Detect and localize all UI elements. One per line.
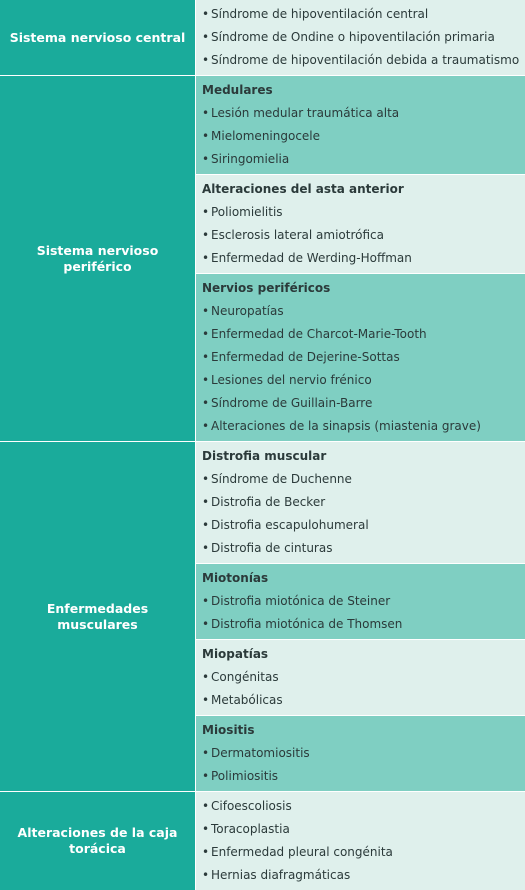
- subgroup-title: Miopatías: [202, 647, 269, 661]
- list-item-text: Enfermedad pleural congénita: [211, 845, 393, 859]
- bullet-icon: •: [202, 693, 210, 707]
- list-item-text: Enfermedad de Dejerine-Sottas: [211, 350, 400, 364]
- bullet-icon: •: [202, 594, 210, 608]
- list-item-text: Esclerosis lateral amiotrófica: [211, 228, 384, 242]
- list-item: [202, 224, 519, 247]
- bullet-icon: •: [202, 350, 210, 364]
- list-item: [202, 613, 519, 636]
- subgroup-title: Distrofia muscular: [202, 449, 327, 463]
- list-item-text: Cifoescoliosis: [211, 799, 292, 813]
- subgroup-block: [196, 274, 525, 441]
- bullet-icon: •: [202, 670, 210, 684]
- list-item-text: Polimiositis: [211, 769, 279, 783]
- subgroup-title: Nervios periféricos: [202, 281, 331, 295]
- list-item-text: Síndrome de hipoventilación central: [211, 7, 429, 21]
- subgroup-block: [196, 716, 525, 791]
- list-item: [202, 491, 519, 514]
- subgroup-block: [196, 175, 525, 274]
- list-item: [202, 392, 519, 415]
- category-label: Sistema nervioso periférico: [0, 76, 196, 441]
- bullet-icon: •: [202, 304, 210, 318]
- bullet-icon: •: [202, 495, 210, 509]
- list-item-text: Dermatomiositis: [211, 746, 310, 760]
- list-item: [202, 49, 519, 72]
- subgroup-block: [196, 564, 525, 640]
- bullet-icon: •: [202, 541, 210, 555]
- list-item-text: Distrofia de Becker: [211, 495, 326, 509]
- list-item: [202, 26, 519, 49]
- list-item: [202, 3, 519, 26]
- list-item: [202, 415, 519, 438]
- bullet-icon: •: [202, 327, 210, 341]
- list-item: [202, 323, 519, 346]
- subgroup-block: [196, 640, 525, 716]
- bullet-icon: •: [202, 251, 210, 265]
- list-item-text: Lesión medular traumática alta: [211, 106, 400, 120]
- list-item-text: Enfermedad de Charcot-Marie-Tooth: [211, 327, 427, 341]
- subgroup-title: Medulares: [202, 83, 273, 97]
- list-item: [202, 765, 519, 788]
- list-item-text: Congénitas: [211, 670, 279, 684]
- category-row: [0, 792, 525, 890]
- list-item-text: Síndrome de Duchenne: [211, 472, 352, 486]
- list-item-text: Hernias diafragmáticas: [211, 868, 351, 882]
- bullet-icon: •: [202, 617, 210, 631]
- list-item-text: Distrofia miotónica de Steiner: [211, 594, 391, 608]
- bullet-icon: •: [202, 518, 210, 532]
- bullet-icon: •: [202, 53, 210, 67]
- bullet-icon: •: [202, 7, 210, 21]
- list-item: [202, 818, 519, 841]
- list-item-text: Mielomeningocele: [211, 129, 321, 143]
- bullet-icon: •: [202, 152, 210, 166]
- bullet-icon: •: [202, 822, 210, 836]
- list-item: [202, 666, 519, 689]
- list-item: [202, 300, 519, 323]
- category-label: Sistema nervioso central: [0, 0, 196, 75]
- list-item: [202, 841, 519, 864]
- subgroup-block: [196, 442, 525, 564]
- list-item-text: Síndrome de Ondine o hipoventilación primaria: [211, 30, 495, 44]
- category-body: [196, 0, 525, 75]
- list-item: [202, 689, 519, 712]
- list-item: [202, 537, 519, 560]
- category-row: [0, 76, 525, 442]
- bullet-icon: •: [202, 228, 210, 242]
- bullet-icon: •: [202, 472, 210, 486]
- subgroup-title: Miotonías: [202, 571, 269, 585]
- bullet-icon: •: [202, 30, 210, 44]
- bullet-icon: •: [202, 845, 210, 859]
- category-row: [0, 0, 525, 76]
- subgroup-title: Alteraciones del asta anterior: [202, 182, 404, 196]
- list-item: [202, 795, 519, 818]
- list-item: [202, 201, 519, 224]
- list-item-text: Síndrome de hipoventilación debida a traumatismo: [211, 53, 520, 67]
- bullet-icon: •: [202, 419, 210, 433]
- list-item-text: Síndrome de Guillain-Barre: [211, 396, 373, 410]
- bullet-icon: •: [202, 746, 210, 760]
- category-label: Alteraciones de la caja torácica: [0, 792, 196, 890]
- category-body: [196, 442, 525, 791]
- list-item: [202, 514, 519, 537]
- list-item-text: Alteraciones de la sinapsis (miastenia grave): [211, 419, 481, 433]
- bullet-icon: •: [202, 868, 210, 882]
- list-item: [202, 369, 519, 392]
- category-label: Enfermedades musculares: [0, 442, 196, 791]
- list-item-text: Enfermedad de Werding-Hoffman: [211, 251, 412, 265]
- list-item: [202, 742, 519, 765]
- list-item: [202, 102, 519, 125]
- list-item-text: Lesiones del nervio frénico: [211, 373, 372, 387]
- list-item-text: Siringomielia: [211, 152, 290, 166]
- category-body: [196, 792, 525, 890]
- bullet-icon: •: [202, 769, 210, 783]
- list-item: [202, 247, 519, 270]
- bullet-icon: •: [202, 106, 210, 120]
- list-item: [202, 346, 519, 369]
- subgroup-block: [196, 792, 525, 890]
- list-item-text: Neuropatías: [211, 304, 284, 318]
- subgroup-block: [196, 0, 525, 75]
- list-item: [202, 148, 519, 171]
- bullet-icon: •: [202, 373, 210, 387]
- list-item: [202, 590, 519, 613]
- list-item-text: Toracoplastia: [211, 822, 290, 836]
- bullet-icon: •: [202, 205, 210, 219]
- list-item-text: Distrofia escapulohumeral: [211, 518, 369, 532]
- list-item-text: Poliomielitis: [211, 205, 283, 219]
- category-row: [0, 442, 525, 792]
- subgroup-block: [196, 76, 525, 175]
- list-item: [202, 125, 519, 148]
- category-body: [196, 76, 525, 441]
- bullet-icon: •: [202, 799, 210, 813]
- list-item-text: Distrofia miotónica de Thomsen: [211, 617, 403, 631]
- list-item: [202, 864, 519, 887]
- bullet-icon: •: [202, 129, 210, 143]
- list-item-text: Metabólicas: [211, 693, 283, 707]
- list-item: [202, 468, 519, 491]
- bullet-icon: •: [202, 396, 210, 410]
- list-item-text: Distrofia de cinturas: [211, 541, 333, 555]
- subgroup-title: Miositis: [202, 723, 255, 737]
